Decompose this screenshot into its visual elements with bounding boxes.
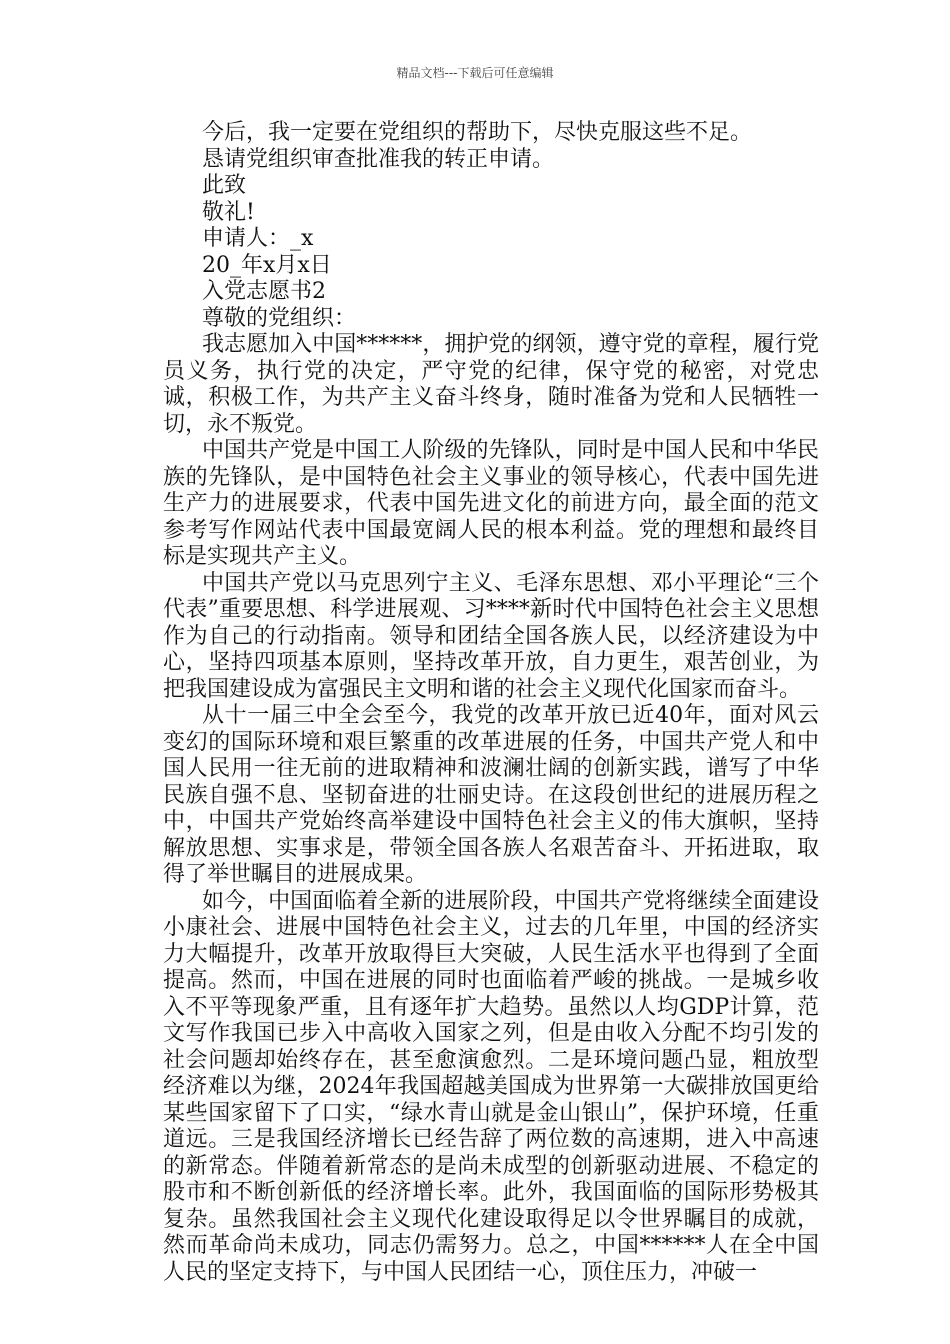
page-header: 精品文档---下载后可任意编辑 [396,66,554,80]
salutation: 尊敬的党组织： [202,305,357,331]
paragraph: 如今，中国面临着全新的进展阶段，中国共产党将继续全面建设小康社会、进展中国特色社会主义，过去的几年里，中国的经济实力大幅提升，改革开放取得巨大突破，人民生活水平也得到了全面提高。然而，中国在进展的同时也面临着严峻的挑战。一是城乡收入不平等现象严重，且有逐年扩大趋势。虽然以人均GDP计算，范文写作我国已步入中高收入国家之列，但是由收入分配不均引发的社会问题却始终存在，甚至愈演愈烈。二是环境问题凸显，粗放型经济难以为继，2024年我国超越美国成为世界第一大碳排放国更给某些国家留下了口实，“绿水青山就是金山银山”，保护环境，任重道远。三是我国经济增长已经告辞了两位数的高速期，进入中高速的新常态。伴随着新常态的是尚未成型的创新驱动进展、不稳定的股市和不断创新低的经济增长率。此外，我国面临的国际形势极其复杂。虽然我国社会主义现代化建设取得足以令世界瞩目的成就，然而革命尚未成功，同志仍需努力。总之，中国******人在全中国人民的坚定支持下，与中国人民团结一心，顶住压力，冲破一 [163,888,819,1285]
text-line: 此致 [202,173,247,198]
text-line: 恳请党组织审查批准我的转正申请。 [202,146,555,172]
text-line: 今后，我一定要在党组织的帮助下，尽快克服这些不足。 [202,120,753,145]
signature-line: 申请人：_x [202,226,314,251]
date-line: 20_年x月x日 [202,252,332,278]
paragraph: 从十一届三中全会至今，我党的改革开放已近40年，面对风云变幻的国际环境和艰巨繁重的改革进展的任务，中国共产党人和中国人民用一往无前的进取精神和波澜壮阔的创新实践，谱写了中华民族自强不息、坚韧奋进的壮丽史诗。在这段创世纪的进展历程之中，中国共产党始终高举建设中国特色社会主义的伟大旗帜，坚持解放思想、实事求是，带领全国各族人名艰苦奋斗、开拓进取，取得了举世瞩目的进展成果。 [163,703,819,887]
paragraph: 中国共产党是中国工人阶级的先锋队，同时是中国人民和中华民族的先锋队，是中国特色社会主义事业的领导核心，代表中国先进生产力的进展要求，代表中国先进文化的前进方向，最全面的范文参考写作网站代表中国最宽阔人民的根本利益。党的理想和最终目标是实现共产主义。 [163,438,819,569]
document-body [163,120,819,1286]
text-line: 敬礼! [202,199,255,225]
section-title: 入党志愿书2 [202,279,326,304]
paragraph: 中国共产党以马克思列宁主义、毛泽东思想、邓小平理论“三个代表”重要思想、科学进展观、习****新时代中国特色社会主义思想作为自己的行动指南。领导和团结全国各族人民，以经济建设为中心，坚持四项基本原则，坚持改革开放，自力更生，艰苦创业，为把我国建设成为富强民主文明和谐的社会主义现代化国家而奋斗。 [163,570,819,702]
paragraph: 我志愿加入中国******，拥护党的纲领，遵守党的章程，履行党员义务，执行党的决定，严守党的纪律，保守党的秘密，对党忠诚，积极工作，为共产主义奋斗终身，随时准备为党和人民牺牲一切，永不叛党。 [163,332,819,437]
